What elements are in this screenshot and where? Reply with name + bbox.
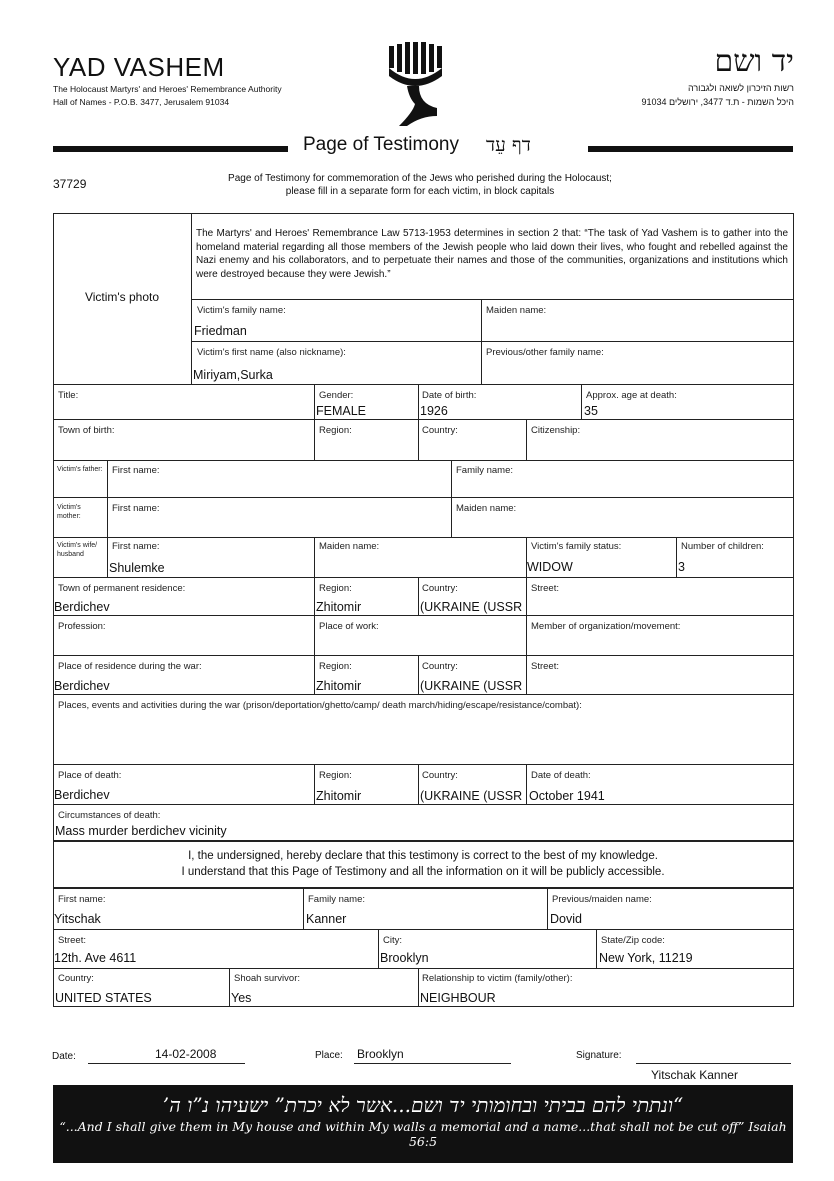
- war-country-label: Country:: [422, 661, 458, 672]
- submitter-box: [53, 888, 794, 1007]
- death-country-label: Country:: [422, 770, 458, 781]
- divider: [107, 460, 108, 577]
- org-address: Hall of Names - P.O.B. 3477, Jerusalem 91034: [53, 97, 230, 107]
- place-label: Place:: [315, 1050, 343, 1061]
- submitter-city-label: City:: [383, 935, 402, 946]
- divider: [526, 419, 527, 460]
- submitter-state-label: State/Zip code:: [601, 935, 665, 946]
- spouse-first-name-field[interactable]: Shulemke: [109, 561, 165, 575]
- gender-label: Gender:: [319, 390, 354, 401]
- spouse-label: Victim's wife/ husband: [57, 542, 98, 558]
- org-subtitle-hebrew: רשות הזיכרון לשואה ולגבורה: [687, 83, 794, 93]
- family-name-field[interactable]: Friedman: [194, 324, 247, 338]
- signature-label: Signature:: [576, 1050, 622, 1061]
- divider: [53, 384, 794, 385]
- submitter-country-label: Country:: [58, 973, 94, 984]
- shoah-survivor-field[interactable]: Yes: [231, 991, 252, 1005]
- date-field[interactable]: 14-02-2008: [155, 1047, 217, 1061]
- divider: [53, 929, 794, 930]
- victim-photo-label: Victim's photo: [84, 290, 160, 304]
- war-residence-field[interactable]: Berdichev: [54, 679, 110, 693]
- submitter-street-field[interactable]: 12th. Ave 4611: [54, 951, 137, 965]
- submitter-family-name-field[interactable]: Kanner: [306, 912, 347, 926]
- divider: [581, 384, 582, 420]
- declaration-box: [53, 841, 794, 888]
- relationship-label: Relationship to victim (family/other):: [422, 973, 573, 984]
- submitter-first-name-field[interactable]: Yitschak: [54, 912, 101, 926]
- org-subtitle: The Holocaust Martyrs' and Heroes' Remembrance Authority: [53, 84, 282, 94]
- divider: [191, 299, 794, 300]
- relationship-field[interactable]: NEIGHBOUR: [420, 991, 496, 1005]
- family-status-field[interactable]: WIDOW: [527, 560, 573, 574]
- death-region-field[interactable]: Zhitomir: [316, 789, 362, 803]
- footer-quote-banner: [53, 1085, 793, 1163]
- first-name-label: Victim's first name (also nickname):: [197, 347, 346, 358]
- signature-field[interactable]: Yitschak Kanner: [651, 1068, 738, 1082]
- form-title: Page of Testimony: [303, 134, 459, 155]
- divider: [526, 764, 527, 804]
- submitter-previous-name-label: Previous/maiden name:: [552, 894, 652, 905]
- spouse-first-name-label: First name:: [112, 541, 160, 552]
- submitter-family-name-label: Family name:: [308, 894, 366, 905]
- org-address-hebrew: היכל השמות - ת.ד 3477, ירושלים 91034: [641, 97, 794, 107]
- divider: [418, 577, 419, 615]
- divider: [378, 929, 379, 968]
- birth-country-label: Country:: [422, 425, 458, 436]
- age-at-death-label: Approx. age at death:: [586, 390, 677, 401]
- submitter-city-field[interactable]: Brooklyn: [380, 951, 429, 965]
- form-intro: [180, 172, 660, 198]
- divider: [53, 460, 794, 461]
- birth-region-label: Region:: [319, 425, 352, 436]
- residence-region-label: Region:: [319, 583, 352, 594]
- father-first-name-label: First name:: [112, 465, 160, 476]
- father-label: Victim's father:: [57, 466, 103, 473]
- divider: [53, 615, 794, 616]
- residence-town-field[interactable]: Berdichev: [54, 600, 110, 614]
- place-of-work-label: Place of work:: [319, 621, 379, 632]
- residence-town-label: Town of permanent residence:: [58, 583, 186, 594]
- divider: [314, 384, 315, 460]
- divider: [53, 497, 794, 498]
- divider: [53, 655, 794, 656]
- previous-family-name-label: Previous/other family name:: [486, 347, 604, 358]
- menorah-logo-icon: [385, 42, 447, 132]
- divider: [53, 577, 794, 578]
- residence-street-label: Street:: [531, 583, 559, 594]
- gender-field[interactable]: FEMALE: [316, 404, 367, 418]
- divider: [53, 968, 794, 969]
- war-region-label: Region:: [319, 661, 352, 672]
- date-of-birth-label: Date of birth:: [422, 390, 477, 401]
- age-at-death-field[interactable]: 35: [584, 404, 598, 418]
- divider: [314, 764, 315, 804]
- divider: [191, 341, 794, 342]
- number-of-children-label: Number of children:: [681, 541, 764, 552]
- war-country-field[interactable]: (UKRAINE (USSR: [420, 679, 523, 693]
- father-family-name-label: Family name:: [456, 465, 514, 476]
- signature-line: [636, 1063, 791, 1064]
- footer-quote-english: “...And I shall give them in My house and within My walls a memorial and a name...that shall not be cut off” Isaiah 56:5: [59, 1119, 787, 1149]
- divider: [418, 655, 419, 694]
- submitter-state-field[interactable]: New York, 11219: [599, 951, 693, 965]
- divider: [418, 968, 419, 1007]
- divider: [418, 384, 419, 460]
- org-name-hebrew: יד ושם: [714, 44, 794, 79]
- town-of-birth-label: Town of birth:: [58, 425, 115, 436]
- shoah-survivor-label: Shoah survivor:: [234, 973, 301, 984]
- divider: [547, 888, 548, 929]
- war-region-field[interactable]: Zhitomir: [316, 679, 362, 693]
- divider: [53, 694, 794, 695]
- family-status-label: Victim's family status:: [531, 541, 622, 552]
- circumstances-field[interactable]: Mass murder berdichev vicinity: [55, 824, 227, 838]
- submitter-previous-name-field[interactable]: Dovid: [550, 912, 582, 926]
- submitter-first-name-label: First name:: [58, 894, 106, 905]
- war-residence-label: Place of residence during the war:: [58, 661, 202, 672]
- place-field[interactable]: Brooklyn: [357, 1047, 404, 1061]
- date-of-death-label: Date of death:: [531, 770, 591, 781]
- divider: [53, 419, 794, 420]
- divider: [588, 146, 793, 152]
- war-street-label: Street:: [531, 661, 559, 672]
- first-name-field[interactable]: Miriyam,Surka: [193, 368, 273, 382]
- declaration-line-1: I, the undersigned, hereby declare that this testimony is correct to the best of my knowledge.: [188, 850, 658, 862]
- mother-first-name-label: First name:: [112, 503, 160, 514]
- divider: [53, 537, 794, 538]
- residence-country-label: Country:: [422, 583, 458, 594]
- intro-line-2: please fill in a separate form for each victim, in block capitals: [285, 186, 555, 197]
- place-of-death-label: Place of death:: [58, 770, 122, 781]
- divider: [676, 537, 677, 577]
- submitter-street-label: Street:: [58, 935, 86, 946]
- divider: [418, 764, 419, 804]
- divider: [451, 460, 452, 537]
- maiden-name-label: Maiden name:: [486, 305, 547, 316]
- victim-form-box: [53, 213, 794, 841]
- submitter-country-field[interactable]: UNITED STATES: [55, 991, 152, 1005]
- title-label: Title:: [58, 390, 79, 401]
- divider: [314, 537, 315, 577]
- mother-label: Victim's mother:: [57, 504, 81, 520]
- residence-country-field[interactable]: (UKRAINE (USSR: [420, 600, 523, 614]
- place-of-death-field[interactable]: Berdichev: [54, 788, 110, 802]
- divider: [303, 888, 304, 929]
- divider: [526, 577, 527, 694]
- family-name-label: Victim's family name:: [197, 305, 286, 316]
- profession-label: Profession:: [58, 621, 106, 632]
- intro-line-1: Page of Testimony for commemoration of the Jews who perished during the Holocaust;: [228, 173, 612, 184]
- law-text: The Martyrs' and Heroes' Remembrance Law 5713-1953 determines in section 2 that: “The task of Yad Vashem is to gather into the homeland material regarding all those members of the Jewish people who laid down their lives, who fought and rebelled against the Nazi enemy and his collaborators, and to perpetuate their names and those of the communities, organizations and institutions which were destroyed because they were Jewish.”: [196, 228, 788, 280]
- war-events-label: Places, events and activities during the war (prison/deportation/ghetto/camp/ death march/hiding/escape/resistance/combat):: [58, 700, 582, 711]
- form-title-hebrew: דף עֵד: [486, 134, 531, 156]
- death-region-label: Region:: [319, 770, 352, 781]
- date-of-death-field[interactable]: October 1941: [529, 789, 605, 803]
- document-number: 37729: [53, 177, 87, 191]
- number-of-children-field[interactable]: 3: [678, 560, 685, 574]
- mother-maiden-name-label: Maiden name:: [456, 503, 517, 514]
- date-of-birth-field[interactable]: 1926: [420, 404, 448, 418]
- place-line: [354, 1063, 511, 1064]
- divider: [53, 804, 794, 805]
- divider: [53, 146, 288, 152]
- date-label: Date:: [52, 1051, 76, 1062]
- declaration-line-2: I understand that this Page of Testimony and all the information on it will be publicly accessible.: [181, 866, 665, 878]
- org-name: YAD VASHEM: [53, 52, 225, 82]
- divider: [596, 929, 597, 968]
- divider: [314, 577, 315, 694]
- residence-region-field[interactable]: Zhitomir: [316, 600, 362, 614]
- spouse-maiden-name-label: Maiden name:: [319, 541, 380, 552]
- death-country-field[interactable]: (UKRAINE (USSR: [420, 789, 523, 803]
- citizenship-label: Citizenship:: [531, 425, 581, 436]
- circumstances-label: Circumstances of death:: [58, 810, 161, 821]
- organization-label: Member of organization/movement:: [531, 621, 681, 632]
- divider: [53, 764, 794, 765]
- date-line: [88, 1063, 245, 1064]
- footer-quote-hebrew: “ונתתי להם בביתי ובחומותי יד ושם...אשר לא יכרת” ישעיהו נ”ו ה’: [162, 1093, 684, 1117]
- divider: [229, 968, 230, 1007]
